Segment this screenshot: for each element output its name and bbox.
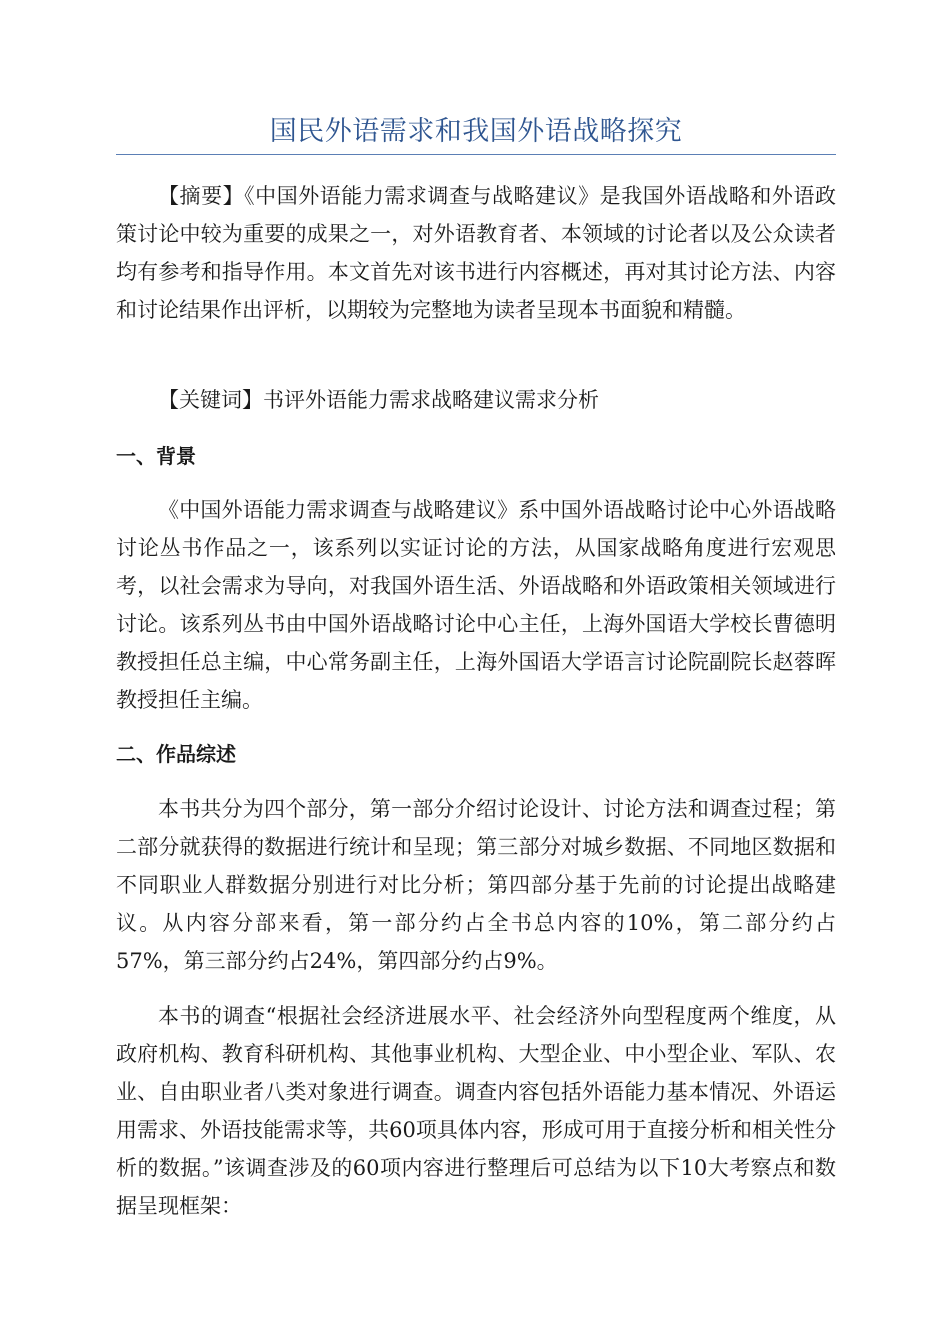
section-heading-background: 一、背景: [116, 444, 196, 468]
document-title: 国民外语需求和我国外语战略探究: [269, 116, 683, 147]
abstract-paragraph: 【摘要】《中国外语能力需求调查与战略建议》是我国外语战略和外语政策讨论中较为重要的成果之一，对外语教育者、本领域的讨论者以及公众读者均有参考和指导作用。本文首先对该书进行内容概述，再对其讨论方法、内容和讨论结果作出评析，以期较为完整地为读者呈现本书面貌和精髓。: [116, 184, 836, 322]
section-heading-overview: 二、作品综述: [116, 742, 236, 766]
keywords-paragraph: 【关键词】书评外语能力需求战略建议需求分析: [158, 388, 599, 412]
overview-paragraph-1: 本书共分为四个部分，第一部分介绍讨论设计、讨论方法和调查过程；第二部分就获得的数据进行统计和呈现；第三部分对城乡数据、不同地区数据和不同职业人群数据分别进行对比分析；第四部分基于先前的讨论提出战略建议。从内容分部来看，第一部分约占全书总内容的10%，第二部分约占57%，第三部分约占24%，第四部分约占9%。: [116, 797, 836, 973]
overview-paragraph-2: 本书的调查“根据社会经济进展水平、社会经济外向型程度两个维度，从政府机构、教育科研机构、其他事业机构、大型企业、中小型企业、军队、农业、自由职业者八类对象进行调查。调查内容包括外语能力基本情况、外语运用需求、外语技能需求等，共60项具体内容，形成可用于直接分析和相关性分析的数据。”该调查涉及的60项内容进行整理后可总结为以下10大考察点和数据呈现框架：: [116, 1004, 836, 1218]
title-underline: [116, 154, 836, 155]
background-paragraph: 《中国外语能力需求调查与战略建议》系中国外语战略讨论中心外语战略讨论丛书作品之一，该系列以实证讨论的方法，从国家战略角度进行宏观思考，以社会需求为导向，对我国外语生活、外语战略和外语政策相关领域进行讨论。该系列丛书由中国外语战略讨论中心主任，上海外国语大学校长曹德明教授担任总主编，中心常务副主任，上海外国语大学语言讨论院副院长赵蓉晖教授担任主编。: [116, 498, 836, 712]
